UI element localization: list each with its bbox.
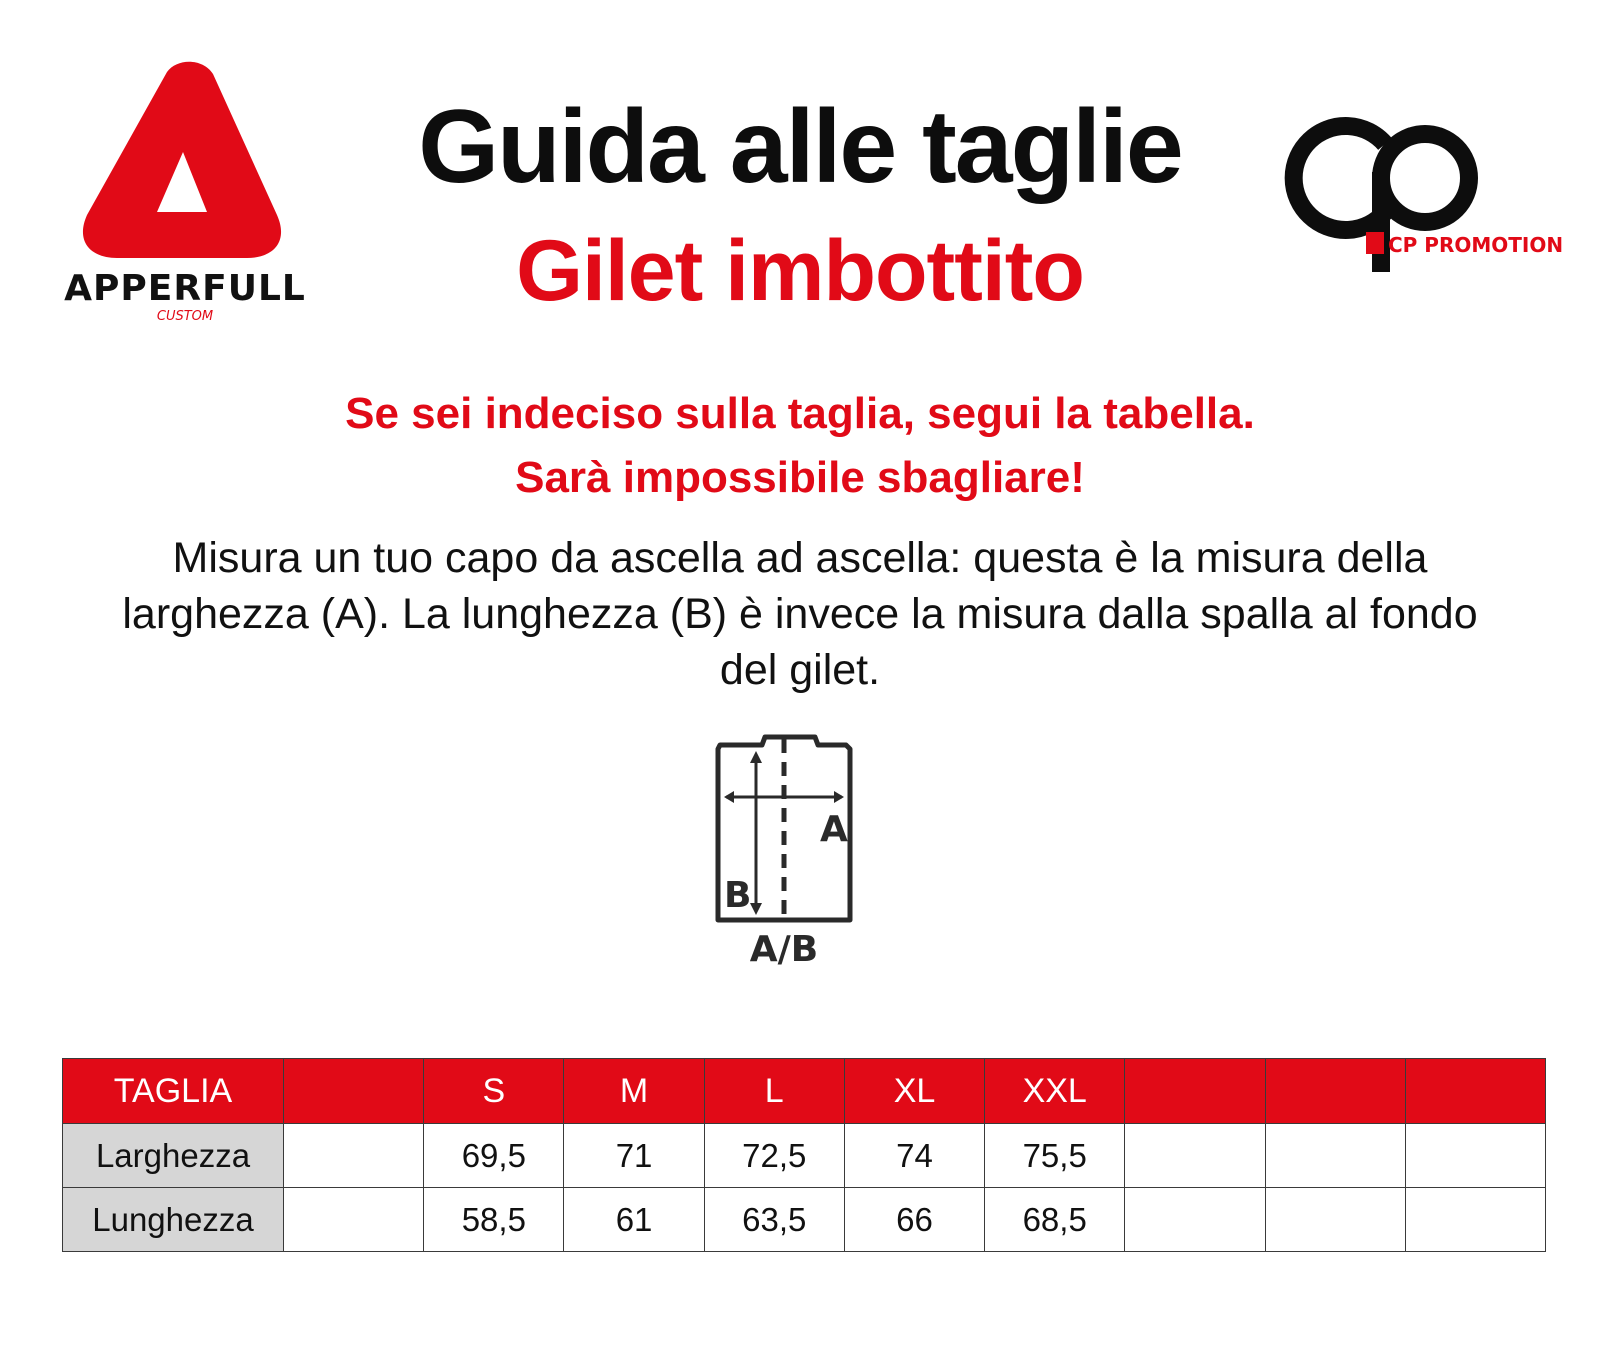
label-a: A [820, 809, 848, 850]
measurement-instructions: Misura un tuo capo da ascella ad ascella: questa è la misura della larghezza (A). La lunghezza (B) è invece la misura dalla spalla al fondo del gilet. [122, 534, 1478, 694]
table-cell: 63,5 [704, 1188, 844, 1252]
table-cell: 74 [844, 1124, 984, 1188]
table-cell [1405, 1188, 1545, 1252]
table-row-lunghezza [63, 1188, 1546, 1252]
table-cell: 71 [564, 1124, 704, 1188]
gilet-measure-diagram [680, 735, 930, 985]
cp-logo-text: CP PROMOTION [1388, 233, 1564, 257]
header-cell-s: S [424, 1059, 564, 1124]
table-cell: 72,5 [704, 1124, 844, 1188]
table-cell [1265, 1188, 1405, 1252]
header-cell [1265, 1059, 1405, 1124]
table-cell [284, 1124, 424, 1188]
page-title: Guida alle taglie [418, 89, 1182, 205]
label-b: B [724, 875, 752, 916]
table-cell: 75,5 [985, 1124, 1125, 1188]
table-cell [1125, 1124, 1265, 1188]
apperfull-logo-text: APPERFULL [64, 268, 306, 309]
header-cell-xl: XL [844, 1059, 984, 1124]
table-header-row [63, 1059, 1546, 1124]
header-cell-taglia: TAGLIA [63, 1059, 284, 1124]
header-cell-l: L [704, 1059, 844, 1124]
table-cell [284, 1188, 424, 1252]
row-label: Larghezza [63, 1124, 284, 1188]
header-cell [284, 1059, 424, 1124]
row-label: Lunghezza [63, 1188, 284, 1252]
table-cell: 66 [844, 1188, 984, 1252]
header-cell-m: M [564, 1059, 704, 1124]
size-table [62, 1058, 1546, 1252]
table-cell: 61 [564, 1188, 704, 1252]
table-cell: 58,5 [424, 1188, 564, 1252]
tagline-line-2: Sarà impossibile sbagliare! [515, 453, 1085, 502]
diagram-caption: A/B [749, 929, 819, 970]
table-cell [1405, 1124, 1545, 1188]
table-cell: 68,5 [985, 1188, 1125, 1252]
table-cell [1125, 1188, 1265, 1252]
apperfull-logo-subtext: CUSTOM [156, 309, 214, 324]
table-cell [1265, 1124, 1405, 1188]
table-cell: 69,5 [424, 1124, 564, 1188]
tagline-line-1: Se sei indeciso sulla taglia, segui la tabella. [345, 389, 1255, 438]
header-cell [1405, 1059, 1545, 1124]
header-cell [1125, 1059, 1265, 1124]
table-row-larghezza [63, 1124, 1546, 1188]
page-subtitle: Gilet imbottito [516, 223, 1084, 319]
header-cell-xxl: XXL [985, 1059, 1125, 1124]
